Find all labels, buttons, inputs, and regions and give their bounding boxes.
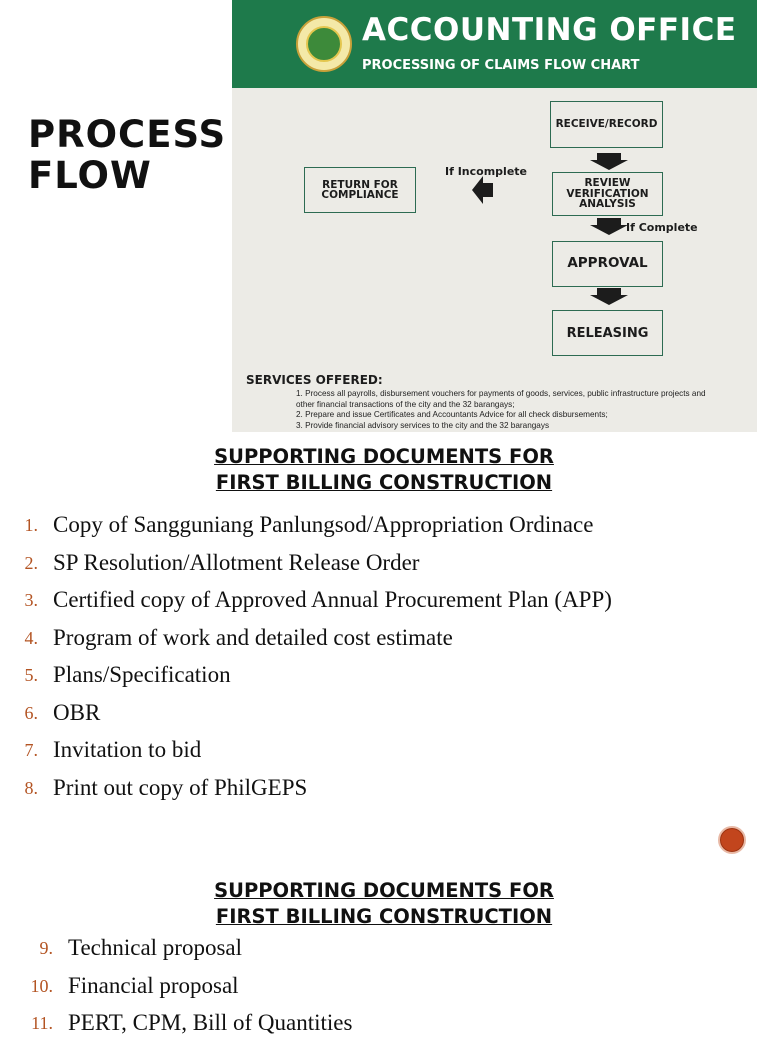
page-title-line-2: FLOW	[28, 154, 152, 197]
arrow-down-icon	[590, 218, 628, 235]
service-item: 1. Process all payrolls, disbursement vouchers for payments of goods, services, public infrastructure projects and other financial transactions of the city and the 32 barangays;	[296, 389, 706, 409]
step-review-line-2: VERIFICATION	[566, 187, 649, 200]
flowchart-image	[232, 0, 757, 432]
service-item: 2. Prepare and issue Certificates and Accountants Advice for all check disbursements;	[296, 410, 608, 419]
flowchart-subtitle: PROCESSING OF CLAIMS FLOW CHART	[362, 58, 640, 73]
section-heading-1-line-1: SUPPORTING DOCUMENTS FOR	[214, 445, 554, 468]
section-heading-2-line-1: SUPPORTING DOCUMENTS FOR	[214, 879, 554, 902]
step-review-line-3: ANALYSIS	[579, 198, 636, 211]
arrow-down-icon	[590, 288, 628, 305]
step-receive-record: RECEIVE/RECORD	[550, 101, 663, 148]
page-title	[28, 114, 226, 196]
step-review-line-1: REVIEW	[584, 177, 631, 190]
arrow-down-icon	[590, 153, 628, 170]
accounting-office-title: ACCOUNTING OFFICE	[362, 12, 737, 48]
step-releasing: RELEASING	[552, 310, 663, 356]
services-offered-title: SERVICES OFFERED:	[246, 373, 383, 387]
section-heading-1-line-2: FIRST BILLING CONSTRUCTION	[215, 471, 553, 494]
step-return-line-1: RETURN FOR	[322, 178, 398, 191]
if-complete-label: If Complete	[626, 221, 698, 234]
step-approval: APPROVAL	[552, 241, 663, 287]
arrow-left-icon	[472, 176, 493, 204]
section-heading-2-line-2: FIRST BILLING CONSTRUCTION	[215, 905, 553, 928]
slide-nav-button[interactable]	[718, 826, 746, 854]
section-heading-1	[0, 444, 768, 496]
services-list	[296, 389, 716, 431]
step-return-for-compliance	[304, 167, 416, 213]
section-heading-2	[0, 878, 768, 930]
if-incomplete-label: If Incomplete	[445, 165, 527, 178]
step-review	[552, 172, 663, 216]
step-return-line-2: COMPLIANCE	[321, 189, 399, 201]
service-item: 3. Provide financial advisory services to the city and the 32 barangays	[296, 420, 550, 430]
page-title-line-1: PROCESS	[28, 113, 227, 156]
